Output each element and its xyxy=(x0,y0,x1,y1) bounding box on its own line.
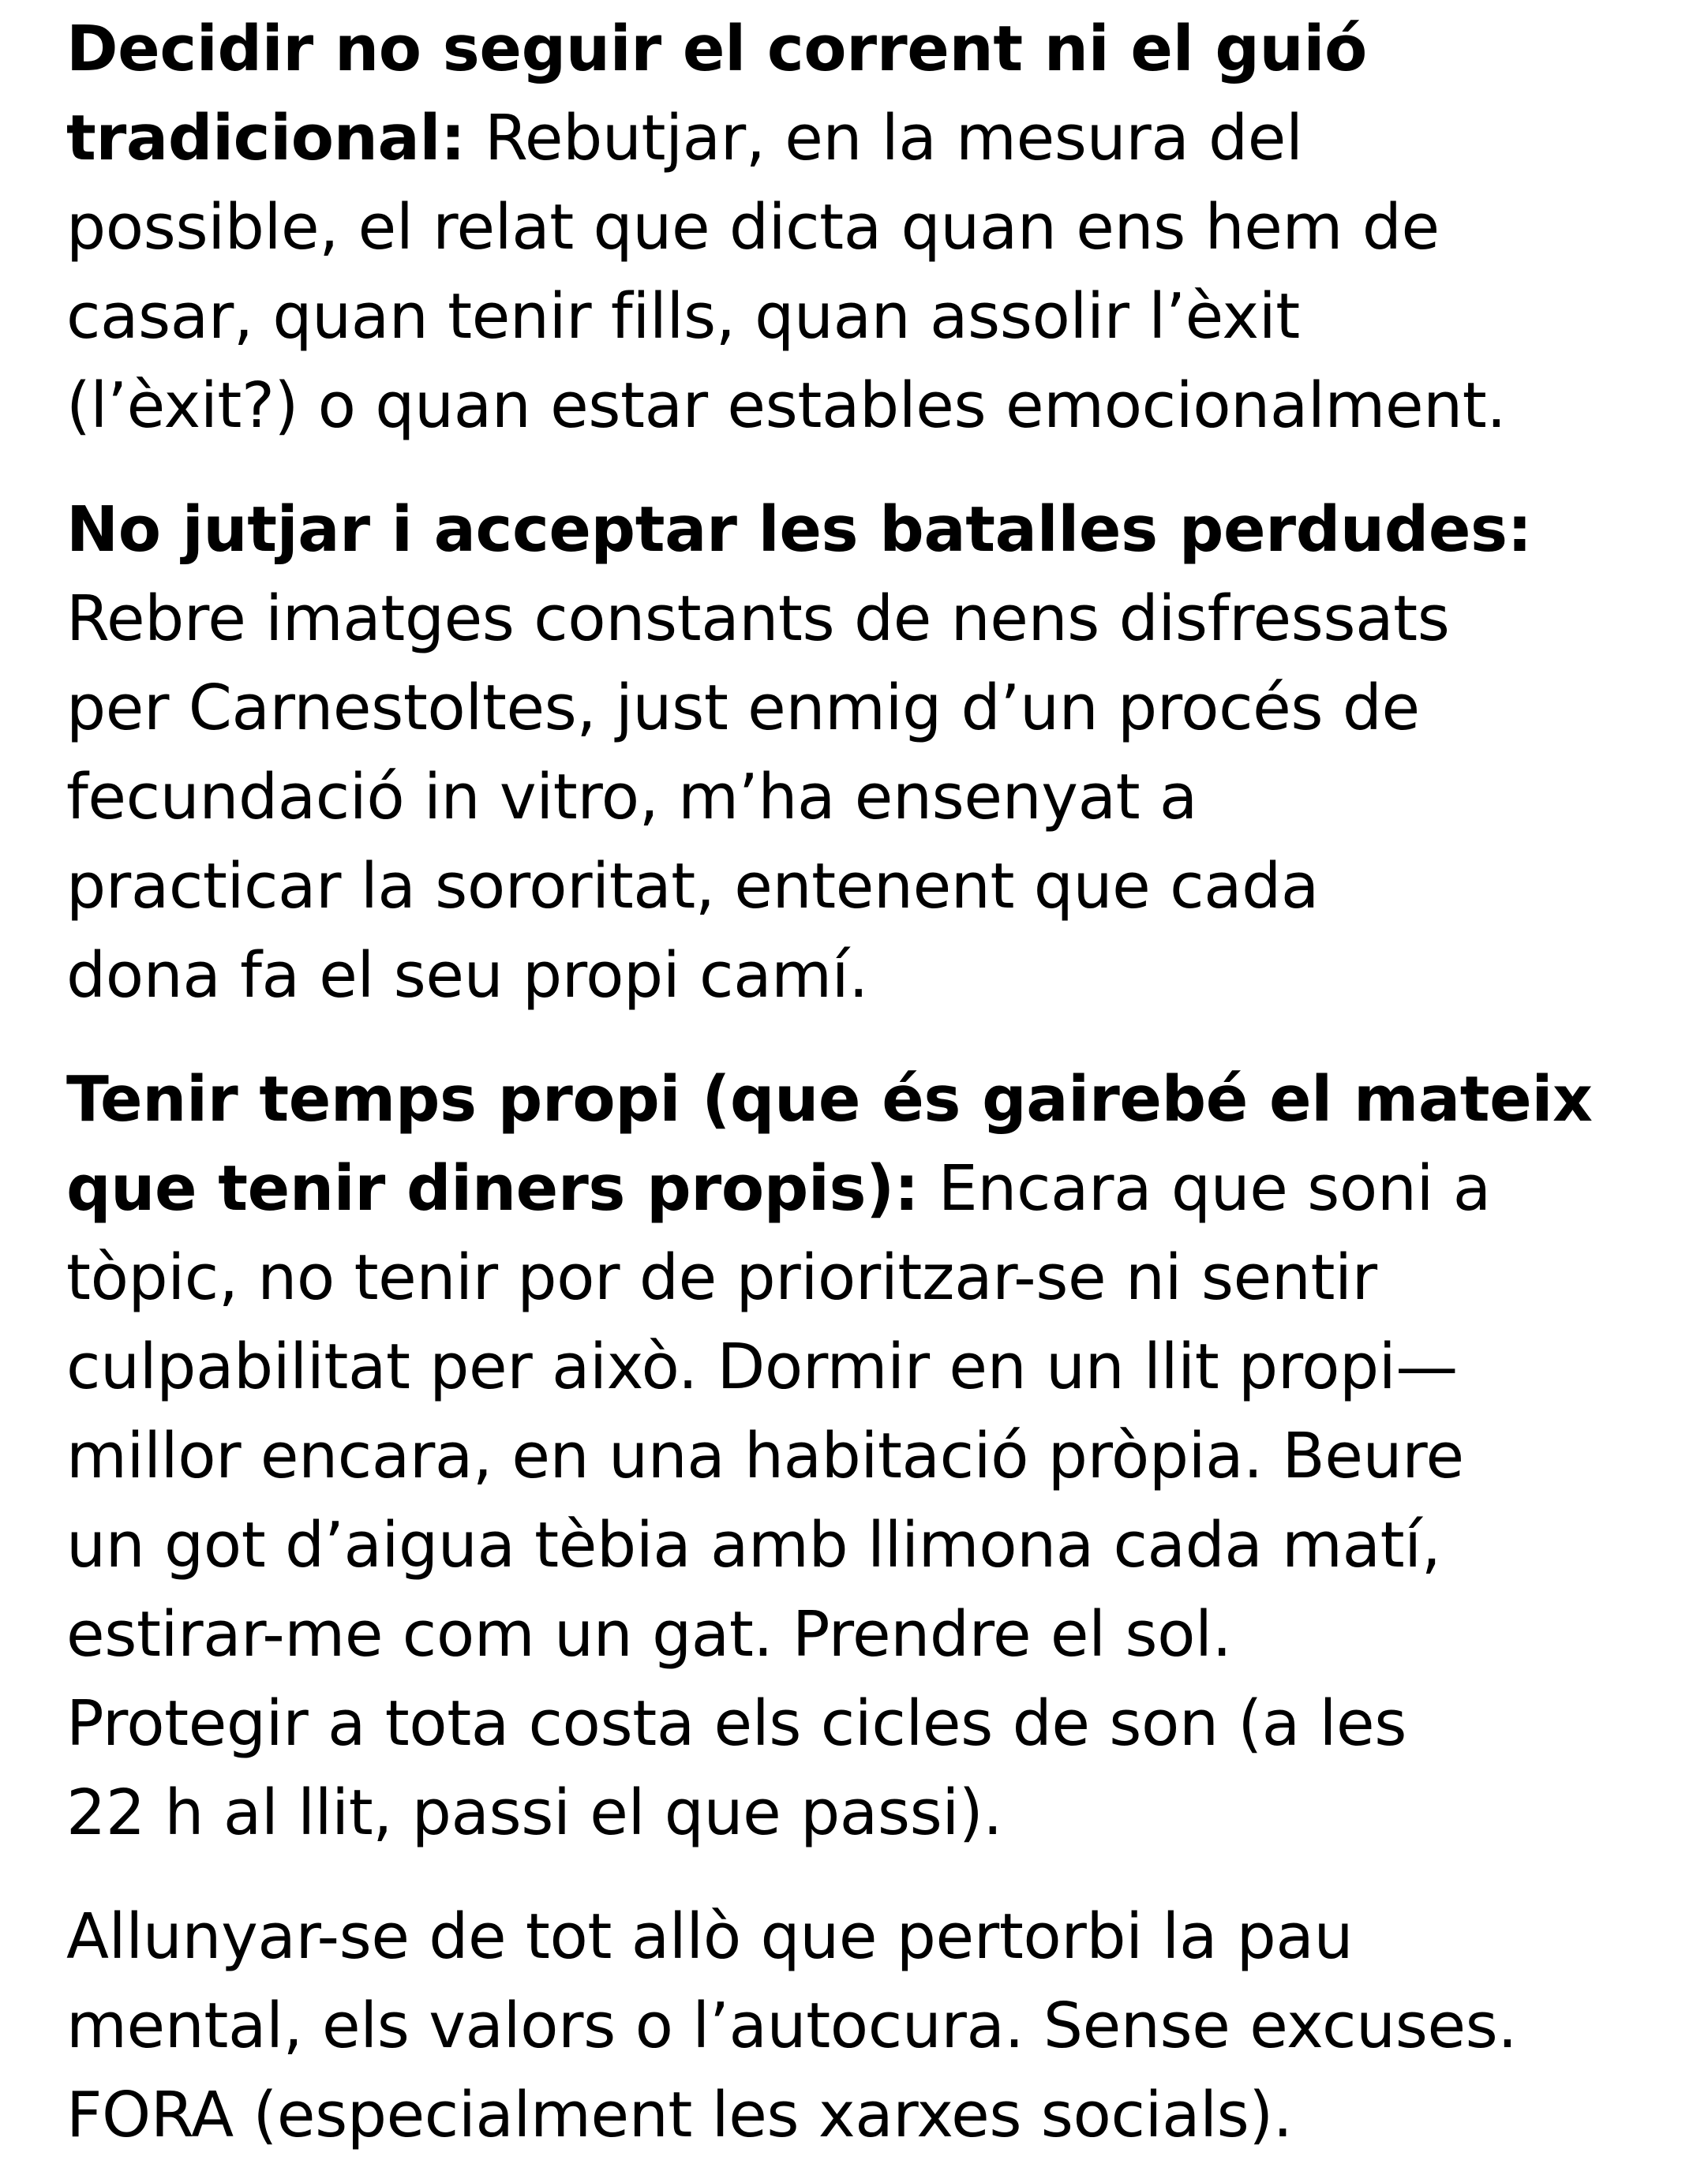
body-text: per Carnestoltes, just enmig d’un procés de xyxy=(66,672,1420,744)
text-line xyxy=(66,1233,1692,1323)
text-line xyxy=(66,1412,1692,1501)
body-text: Encara que soni a xyxy=(919,1152,1491,1225)
bold-heading: No jutjar i acceptar les batalles perdudes: xyxy=(66,493,1532,566)
body-text: (l’èxit?) o quan estar estables emocionalment. xyxy=(66,369,1507,442)
body-text: 22 h al llit, passi el que passi). xyxy=(66,1776,1003,1849)
text-line xyxy=(66,1769,1692,1858)
text-line xyxy=(66,753,1692,842)
text-line xyxy=(66,485,1692,575)
body-text: fecundació in vitro, m’ha ensenyat a xyxy=(66,761,1197,833)
body-text: estirar-me com un gat. Prendre el sol. xyxy=(66,1598,1232,1671)
text-line xyxy=(66,183,1692,272)
body-text: millor encara, en una habitació pròpia. Beure xyxy=(66,1420,1464,1492)
bold-heading: tradicional: xyxy=(66,102,466,174)
text-line xyxy=(66,842,1692,931)
text-line xyxy=(66,1982,1692,2071)
text-line xyxy=(66,1892,1692,1982)
text-line xyxy=(66,1323,1692,1412)
paragraph-own-time xyxy=(66,1055,1692,1858)
text-line xyxy=(66,1590,1692,1679)
bold-heading: Tenir temps propi (que és gairebé el mateix xyxy=(66,1063,1593,1136)
paragraph-accept-lost-battles xyxy=(66,485,1692,1020)
body-text: mental, els valors o l’autocura. Sense excuses. xyxy=(66,1990,1518,2062)
body-text: dona fa el seu propi camí. xyxy=(66,939,868,1012)
text-line xyxy=(66,664,1692,753)
body-text: casar, quan tenir fills, quan assolir l’èxit xyxy=(66,280,1300,353)
text-line xyxy=(66,1501,1692,1590)
body-text: Allunyar-se de tot allò que pertorbi la pau xyxy=(66,1900,1354,1973)
paragraph-not-following-script xyxy=(66,5,1692,451)
body-text: Rebutjar, en la mesura del xyxy=(465,102,1303,174)
bold-heading: que tenir diners propis): xyxy=(66,1152,920,1225)
text-line xyxy=(66,5,1692,94)
body-text: practicar la sororitat, entenent que cada xyxy=(66,850,1319,923)
bold-heading: Decidir no seguir el corrent ni el guió xyxy=(66,13,1367,85)
body-text: culpabilitat per això. Dormir en un llit propi— xyxy=(66,1331,1458,1403)
body-text: Rebre imatges constants de nens disfressats xyxy=(66,582,1450,655)
paragraph-stay-away xyxy=(66,1892,1692,2160)
text-line xyxy=(66,272,1692,361)
text-line xyxy=(66,931,1692,1020)
text-line xyxy=(66,94,1692,183)
text-line xyxy=(66,361,1692,451)
text-line xyxy=(66,1144,1692,1233)
text-line xyxy=(66,2071,1692,2160)
body-text: un got d’aigua tèbia amb llimona cada matí, xyxy=(66,1509,1441,1582)
text-line xyxy=(66,1055,1692,1144)
body-text: FORA (especialment les xarxes socials). xyxy=(66,2079,1293,2151)
text-line xyxy=(66,1679,1692,1769)
body-text: Protegir a tota costa els cicles de son (a les xyxy=(66,1687,1406,1760)
body-text: tòpic, no tenir por de prioritzar-se ni sentir xyxy=(66,1241,1377,1314)
body-text: possible, el relat que dicta quan ens hem de xyxy=(66,191,1440,264)
text-line xyxy=(66,575,1692,664)
document-page xyxy=(66,5,1692,2160)
